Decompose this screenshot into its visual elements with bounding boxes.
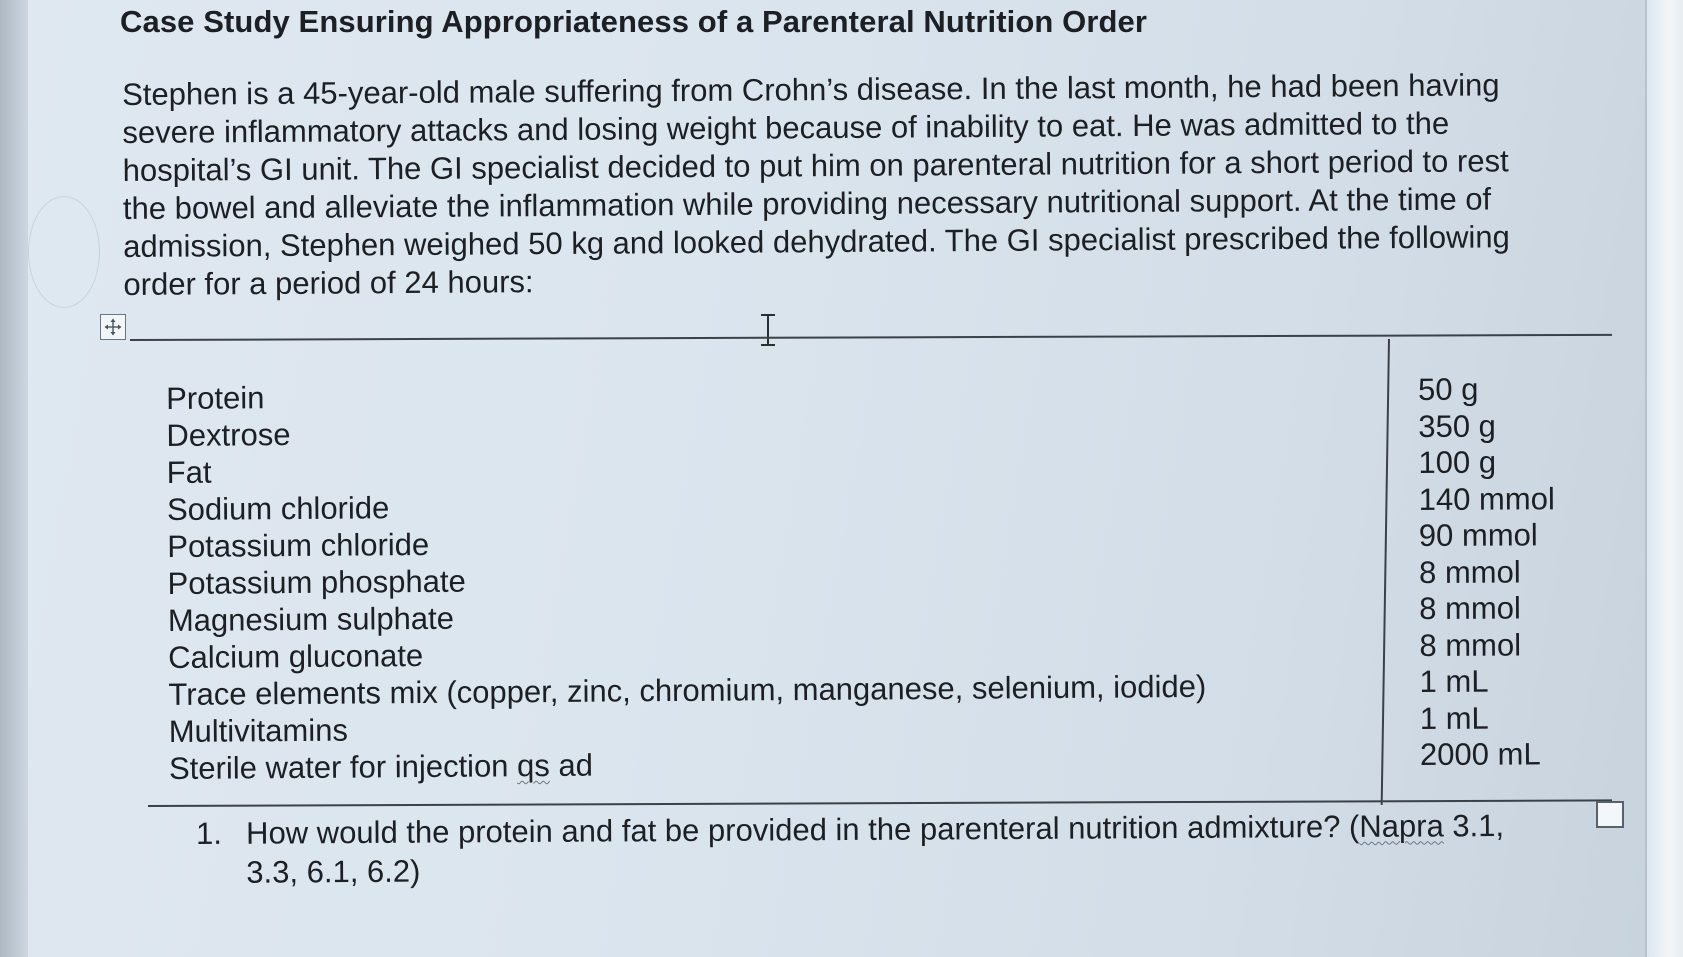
ingredient-column[interactable] (166, 372, 1207, 787)
ingredient-name[interactable]: Sodium chloride (166, 490, 390, 527)
spellcheck-marked-word[interactable]: qs (516, 747, 550, 784)
ingredient-amount[interactable]: 2000 mL (1419, 736, 1541, 772)
intro-line[interactable]: severe inflammatory attacks and losing weight because of inability to eat. He was admitted to the (122, 105, 1450, 150)
question-number: 1. (196, 815, 223, 851)
amount-column[interactable] (1418, 371, 1556, 773)
ingredient-name[interactable]: Multivitamins (168, 712, 349, 749)
ingredient-name-suffix: ad (549, 747, 594, 783)
ingredient-name[interactable]: Protein (166, 380, 265, 416)
move-arrows-icon[interactable] (100, 314, 126, 340)
ingredient-name[interactable]: Dextrose (166, 417, 291, 453)
ingredient-name[interactable]: Potassium chloride (167, 526, 430, 564)
move-arrows-icon-glyph (104, 318, 122, 336)
ingredient-amount[interactable]: 100 g (1418, 444, 1497, 480)
ingredient-name[interactable]: Calcium gluconate (168, 637, 424, 675)
ingredient-amount[interactable]: 8 mmol (1419, 626, 1522, 663)
ingredient-amount[interactable]: 8 mmol (1419, 590, 1521, 626)
ingredient-name[interactable]: Magnesium sulphate (167, 600, 455, 638)
question-text[interactable]: How would the protein and fat be provided in the parenteral nutrition admixture? ( (246, 808, 1360, 851)
table-bottom-border (148, 799, 1612, 806)
intro-line[interactable]: order for a period of 24 hours: (123, 264, 534, 302)
question-item[interactable] (196, 806, 1556, 892)
ingredient-name[interactable]: Trace elements mix (copper, zinc, chromium, manganese, selenium, iodide) (168, 668, 1207, 712)
background-shape (28, 196, 100, 308)
question-line-continued[interactable]: 3.3, 6.1, 6.2) (246, 853, 421, 890)
document-title[interactable]: Case Study Ensuring Appropriateness of a Parenteral Nutrition Order (120, 4, 1148, 39)
intro-line[interactable]: admission, Stephen weighed 50 kg and looked dehydrated. The GI specialist prescribed the following (123, 219, 1510, 264)
ingredient-amount[interactable]: 140 mmol (1418, 480, 1555, 517)
table-top-border (130, 334, 1612, 341)
intro-paragraph[interactable] (122, 66, 1584, 304)
ingredient-amount[interactable]: 1 mL (1419, 700, 1489, 736)
question-text-suffix[interactable]: 3.1, (1443, 808, 1505, 844)
table-column-divider (1381, 339, 1390, 805)
intro-line[interactable]: Stephen is a 45-year-old male suffering from Crohn’s disease. In the last month, he had been having (122, 67, 1500, 112)
ingredient-amount[interactable]: 1 mL (1419, 663, 1489, 699)
right-window-edge (1647, 0, 1683, 957)
ingredient-name[interactable]: Potassium phosphate (167, 563, 466, 601)
ingredient-amount[interactable]: 8 mmol (1418, 553, 1521, 590)
ingredient-amount[interactable]: 350 g (1418, 408, 1496, 444)
question-line[interactable] (196, 806, 1556, 853)
ingredient-amount[interactable]: 90 mmol (1418, 517, 1538, 553)
spellcheck-marked-word[interactable]: Napra (1359, 808, 1444, 844)
ingredient-name-last[interactable] (169, 742, 1207, 787)
intro-line[interactable]: the bowel and alleviate the inflammation while providing necessary nutritional support. At the time of (122, 181, 1492, 226)
ingredient-name-prefix: Sterile water for injection (168, 748, 518, 786)
ingredient-amount[interactable]: 50 g (1418, 371, 1479, 407)
text-cursor-icon (756, 312, 780, 348)
intro-line[interactable]: hospital’s GI unit. The GI specialist decided to put him on parenteral nutrition for a short period to rest (122, 143, 1509, 188)
left-window-edge (0, 0, 28, 957)
ingredient-name[interactable]: Fat (166, 454, 212, 490)
checkbox-icon[interactable] (1596, 801, 1624, 828)
